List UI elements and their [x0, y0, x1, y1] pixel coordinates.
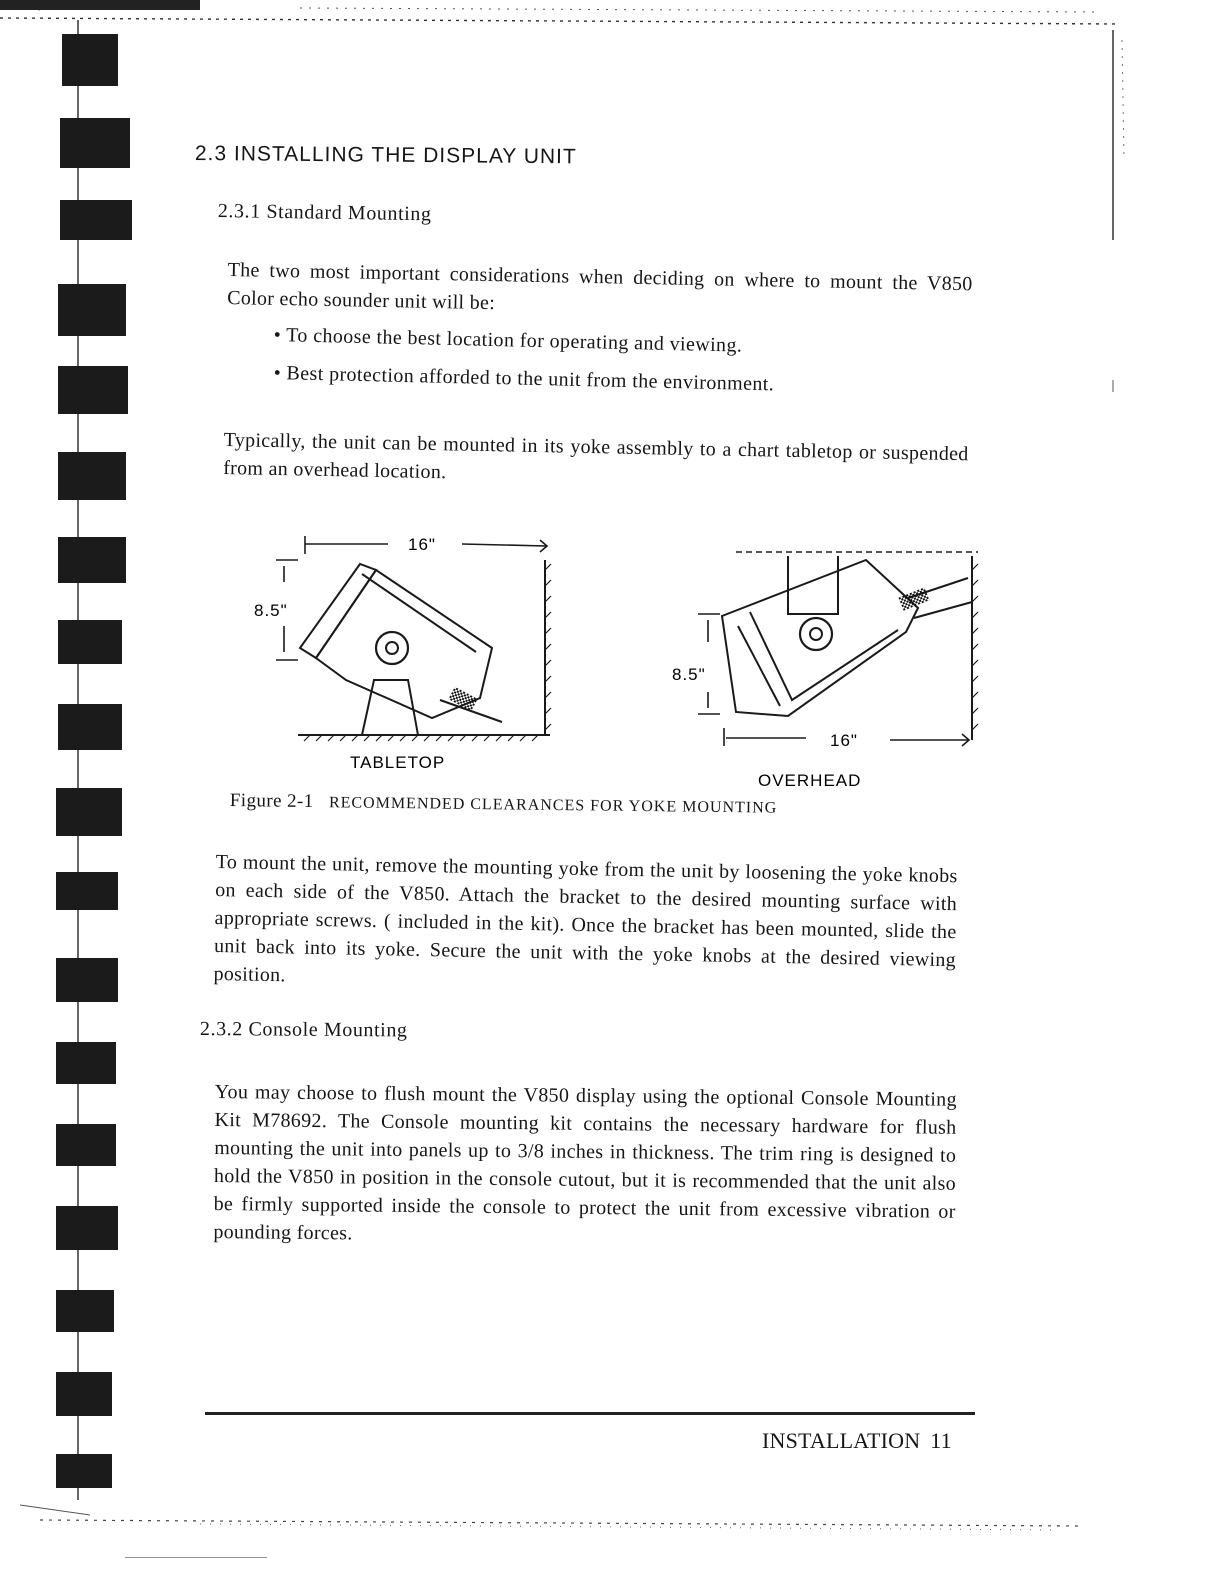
figure-drawing — [250, 530, 990, 800]
scan-right-edge — [1110, 20, 1140, 440]
scan-top-edge — [0, 0, 1224, 30]
tabletop-label: TABLETOP — [350, 753, 446, 772]
tabletop-diagram — [298, 560, 551, 741]
overhead-diagram — [722, 552, 978, 740]
bullet-item: • Best protection afforded to the unit from the environment. — [273, 362, 775, 396]
subsection-heading-console: 2.3.2 Console Mounting — [199, 1018, 408, 1042]
subsection-heading-standard: 2.3.1 Standard Mounting — [217, 200, 432, 226]
footer-rule — [205, 1412, 975, 1415]
spiral-binding-strip — [0, 0, 140, 1584]
figure-caption-prefix: Figure 2-1 — [229, 790, 314, 813]
page-footer — [762, 1428, 952, 1454]
tabletop-width-label: 16" — [408, 535, 436, 554]
intro-paragraph: The two most important considerations when deciding on where to mount the V850 Color echo sounder unit will be: — [226, 258, 973, 315]
footer-section-name: INSTALLATION — [762, 1428, 921, 1453]
mount-instructions-paragraph: To mount the unit, remove the mounting yoke from the unit by loosening the yoke knobs on each side of the V850. Attach the bracket to the desired mounting surface with appropriate screws. ( included in the kit). Once the bracket has been mounted, slide the unit back into its yoke. Secure the unit with the yoke knobs at the desired viewing position. — [213, 850, 958, 987]
bullet-item: • To choose the best location for operating and viewing. — [273, 324, 743, 357]
tabletop-height-label: 8.5" — [254, 601, 288, 620]
overhead-height-label: 8.5" — [672, 665, 706, 684]
scan-bottom-edge — [0, 1490, 1224, 1550]
scan-bottom-line — [125, 1557, 267, 1558]
overhead-label: OVERHEAD — [758, 771, 862, 790]
overhead-width-label: 16" — [830, 731, 858, 750]
figure-yoke-mounting — [250, 530, 990, 800]
console-mounting-paragraph: You may choose to flush mount the V850 display using the optional Console Mounting Kit M78692. The Console mounting kit contains the necessary hardware for flush mounting the unit into panels up to 3/8 inches in thickness. The trim ring is designed to hold the V850 in position in the console cutout, but it is recommended that the unit also be firmly supported inside the console to protect the unit from excessive vibration or pounding forces. — [213, 1080, 957, 1245]
typically-paragraph: Typically, the unit can be mounted in its yoke assembly to a chart tabletop or suspended from an overhead location. — [222, 428, 969, 484]
section-heading: 2.3 INSTALLING THE DISPLAY UNIT — [194, 142, 577, 169]
page-number: 11 — [930, 1428, 952, 1453]
figure-caption-text: RECOMMENDED CLEARANCES FOR YOKE MOUNTING — [328, 794, 778, 817]
